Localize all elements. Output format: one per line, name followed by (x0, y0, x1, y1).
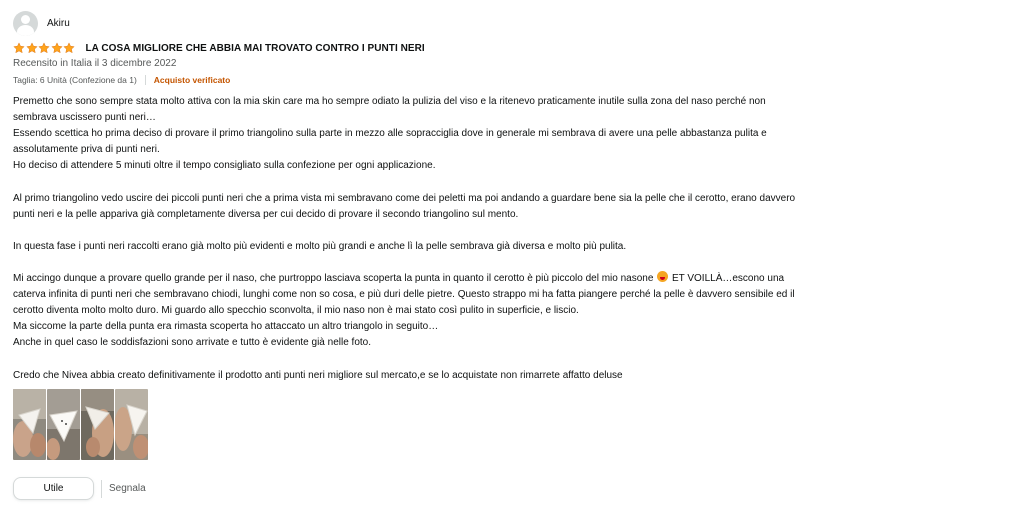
reviewer-profile[interactable] (13, 10, 70, 36)
star-rating[interactable] (13, 42, 76, 54)
review-paragraph: Premetto che sono sempre stata molto attiva con la mia skin care ma ho sempre odiato la pulizia del viso e la ritenevo praticamente inutile sulla zona del naso perché non sembrava uscissero punti neri… Essendo scettica ho prima deciso di provare il primo triangolino sulla parte in mezzo alle sopracciglia dove in generale mi sembrava di avere una pelle abbastanza pulita e assolutamente priva di punti neri. Ho deciso di attendere 5 minuti oltre il tempo consigliato sulla confezione per ogni applicazione. (13, 96, 767, 172)
variant-label[interactable]: Taglia: 6 Unità (Confezione da 1) (13, 75, 137, 85)
divider (101, 480, 102, 498)
review-paragraph: In questa fase i punti neri raccolti erano già molto più evidenti e molto più grandi e anche lì la pelle sembrava già diversa e molto più pulita. (13, 240, 627, 252)
star-icon (13, 42, 25, 54)
divider (145, 75, 146, 85)
grinning-face-with-tongue-emoji-icon (657, 271, 668, 282)
review-text-segment: Mi accingo dunque a provare quello grande per il naso, che purtroppo lasciava scoperta la punta in quanto il cerotto è più piccolo del mio nasone (13, 273, 657, 285)
helpful-button[interactable]: Utile (13, 477, 94, 500)
report-link[interactable]: Segnala (109, 483, 146, 494)
star-icon (51, 42, 63, 54)
verified-purchase-badge: Acquisto verificato (153, 75, 231, 85)
review-photo-4[interactable] (115, 389, 148, 460)
star-icon (26, 42, 38, 54)
review-actions (13, 477, 146, 500)
review-photo-3[interactable] (81, 389, 114, 460)
review-date: Recensito in Italia il 3 dicembre 2022 (13, 58, 177, 69)
review-paragraph (13, 271, 933, 351)
review-body (13, 94, 933, 384)
review-text-segment: ET VOILLÀ…escono una caterva infinita di punti neri che sembravano chiodi, lunghi come non so cosa, e più duri delle pietre. Questo strappo mi ha fatta piangere perché la pelle è davvero sensibile ed il cerotto diventa molto molto duro. Mi guardo allo specchio sconvolta, il mio naso non è mai stato così pulito in superficie, e liscio. Ma siccome la parte della punta era rimasta scoperta ho attaccato un altro triangolo in seguito… Anche in quel caso le soddisfazioni sono arrivate e tutto è evidente già nelle foto. (13, 273, 795, 349)
star-icon (38, 42, 50, 54)
review-format-strip (13, 75, 230, 85)
review-paragraph: Credo che Nivea abbia creato definitivamente il prodotto anti punti neri migliore sul mercato,e se lo acquistate non rimarrete affatto deluse (13, 369, 623, 381)
review-title[interactable]: LA COSA MIGLIORE CHE ABBIA MAI TROVATO CONTRO I PUNTI NERI (85, 42, 425, 54)
review-image-gallery (13, 389, 148, 460)
star-icon (63, 42, 75, 54)
review-photo-2[interactable] (47, 389, 80, 460)
avatar-icon (13, 11, 38, 36)
reviewer-name[interactable]: Akiru (47, 17, 70, 29)
review-title-row[interactable] (13, 40, 425, 56)
review-photo-1[interactable] (13, 389, 46, 460)
review-paragraph: Al primo triangolino vedo uscire dei piccoli punti neri che a prima vista mi sembravano come dei peletti ma poi andando a guardare bene sia la pelle che il cerotto, erano davvero punti neri e la pelle appariva già completamente diversa per cui decido di provare il secondo triangolino sul mento. (13, 192, 796, 220)
